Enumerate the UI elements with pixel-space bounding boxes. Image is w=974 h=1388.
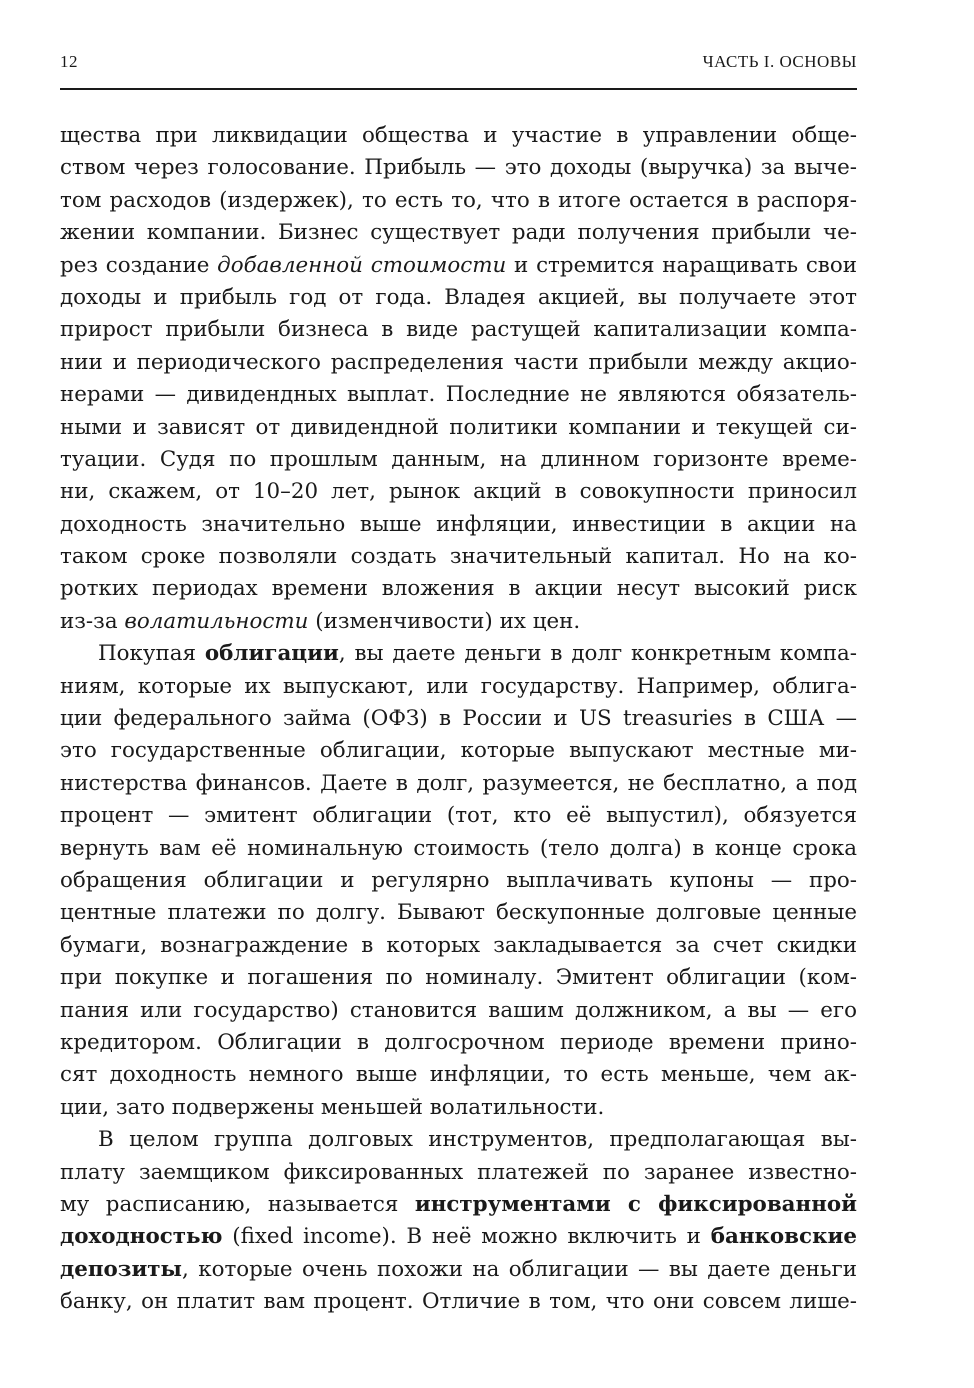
text-line [60, 1157, 857, 1189]
text-line [60, 703, 857, 735]
text-run: из-за [60, 608, 125, 634]
text-line [60, 412, 857, 444]
text-run: центные платежи по долгу. Бывают бескупонные долговые ценные [60, 900, 857, 926]
text-run: пания или государство) становится вашим должником, а вы — его [60, 997, 857, 1023]
text-line [60, 1124, 857, 1156]
text-line [60, 897, 857, 929]
text-line [60, 735, 857, 767]
italic-term: добавленной стоимости [217, 252, 507, 278]
page-number: 12 [60, 52, 78, 71]
text-run: сят доходность немного выше инфляции, то есть меньше, чем ак- [60, 1062, 857, 1088]
text-run: прирост прибыли бизнеса в виде растущей капитализации компа- [60, 317, 857, 343]
text-run: Покупая [98, 641, 205, 667]
text-line [60, 217, 857, 249]
text-run: вернуть вам её номинальную стоимость (тело долга) в конце срока [60, 835, 857, 861]
text-line [60, 606, 857, 638]
bold-term: облигации [204, 641, 339, 667]
text-run: нерами — дивидендных выплат. Последние не являются обязатель- [60, 382, 857, 408]
bold-term: доходностью [60, 1224, 223, 1250]
text-line [60, 444, 857, 476]
text-line [60, 379, 857, 411]
text-line [60, 1254, 857, 1286]
text-run: доходность значительно выше инфляции, инвестиции в акции на [60, 511, 857, 537]
paragraph [60, 638, 857, 1124]
text-run: бумаги, вознаграждение в которых закладывается за счет скидки [60, 932, 857, 958]
text-line [60, 1059, 857, 1091]
text-run: это государственные облигации, которые выпускают местные ми- [60, 738, 857, 764]
bold-term: банковские [710, 1224, 857, 1250]
text-run: туации. Судя по прошлым данным, на длинном горизонте време- [60, 446, 857, 472]
text-line [60, 152, 857, 184]
text-line [60, 1286, 857, 1318]
text-run: (изменчивости) их цен. [308, 608, 581, 634]
text-run: (fixed income). В неё можно включить и [222, 1224, 711, 1250]
text-line [60, 768, 857, 800]
text-run: банку, он платит вам процент. Отличие в том, что они совсем лише- [60, 1289, 857, 1315]
text-run: ротких периодах времени вложения в акции несут высокий риск [60, 576, 857, 602]
text-run: жении компании. Бизнес существует ради получения прибыли че- [60, 220, 857, 246]
text-run: щества при ликвидации общества и участие в управлении обще- [60, 123, 857, 148]
text-line [60, 1189, 857, 1221]
text-line [60, 314, 857, 346]
text-line [60, 509, 857, 541]
body-text [60, 120, 857, 1318]
text-line [60, 800, 857, 832]
text-run: ции федерального займа (ОФЗ) в России и US treasuries в США — [60, 706, 857, 732]
text-line [60, 476, 857, 508]
text-run: му расписанию, называется [60, 1191, 415, 1217]
text-line [60, 833, 857, 865]
text-line [60, 638, 857, 670]
text-line [60, 120, 857, 152]
text-run: нии и периодического распределения части прибыли между акцио- [60, 349, 857, 375]
text-run: кредитором. Облигации в долгосрочном периоде времени прино- [60, 1029, 857, 1055]
text-run: плату заемщиком фиксированных платежей по заранее известно- [60, 1159, 857, 1185]
text-run: нистерства финансов. Даете в долг, разумеется, не бесплатно, а под [60, 770, 857, 796]
text-run: доходы и прибыль год от года. Владея акцией, вы получаете этот [60, 284, 857, 310]
text-run: обращения облигации и регулярно выплачивать купоны — про- [60, 867, 857, 893]
page-header [60, 48, 857, 90]
text-line [60, 347, 857, 379]
text-run: ни, скажем, от 10–20 лет, рынок акций в совокупности приносил [60, 479, 857, 505]
text-run: и стремится наращивать свои [506, 252, 857, 278]
text-line [60, 671, 857, 703]
text-line [60, 995, 857, 1027]
bold-term: инструментами с фиксированной [414, 1191, 857, 1217]
text-run: ции, зато подвержены меньшей волатильности. [60, 1094, 605, 1120]
text-line [60, 962, 857, 994]
text-line [60, 185, 857, 217]
text-run: ными и зависят от дивидендной политики компании и текущей си- [60, 414, 857, 440]
bold-term: депозиты [60, 1256, 183, 1282]
running-title: ЧАСТЬ I. ОСНОВЫ [702, 52, 857, 71]
text-run: В целом группа долговых инструментов, предполагающая вы- [98, 1127, 857, 1153]
italic-term: волатильности [124, 608, 309, 634]
text-line [60, 573, 857, 605]
paragraph [60, 120, 857, 638]
text-run: ством через голосование. Прибыль — это доходы (выручка) за выче- [60, 155, 857, 181]
text-line [60, 250, 857, 282]
text-line [60, 541, 857, 573]
text-run: ниям, которые их выпускают, или государству. Например, облига- [60, 673, 857, 699]
text-run: , вы даете деньги в долг конкретным компа- [338, 641, 857, 667]
text-run: том расходов (издержек), то есть то, что в итоге остается в распоря- [60, 187, 857, 213]
text-run: таком сроке позволяли создать значительный капитал. Но на ко- [60, 544, 857, 570]
text-run: при покупке и погашения по номиналу. Эмитент облигации (ком- [60, 965, 857, 991]
text-line [60, 1027, 857, 1059]
text-line [60, 930, 857, 962]
text-line [60, 865, 857, 897]
text-line [60, 1092, 857, 1124]
text-run: рез создание [60, 252, 218, 278]
text-run: , которые очень похожи на облигации — вы даете деньги [182, 1256, 857, 1282]
paragraph [60, 1124, 857, 1318]
text-line [60, 282, 857, 314]
text-run: процент — эмитент облигации (тот, кто её выпустил), обязуется [60, 803, 857, 829]
text-line [60, 1221, 857, 1253]
